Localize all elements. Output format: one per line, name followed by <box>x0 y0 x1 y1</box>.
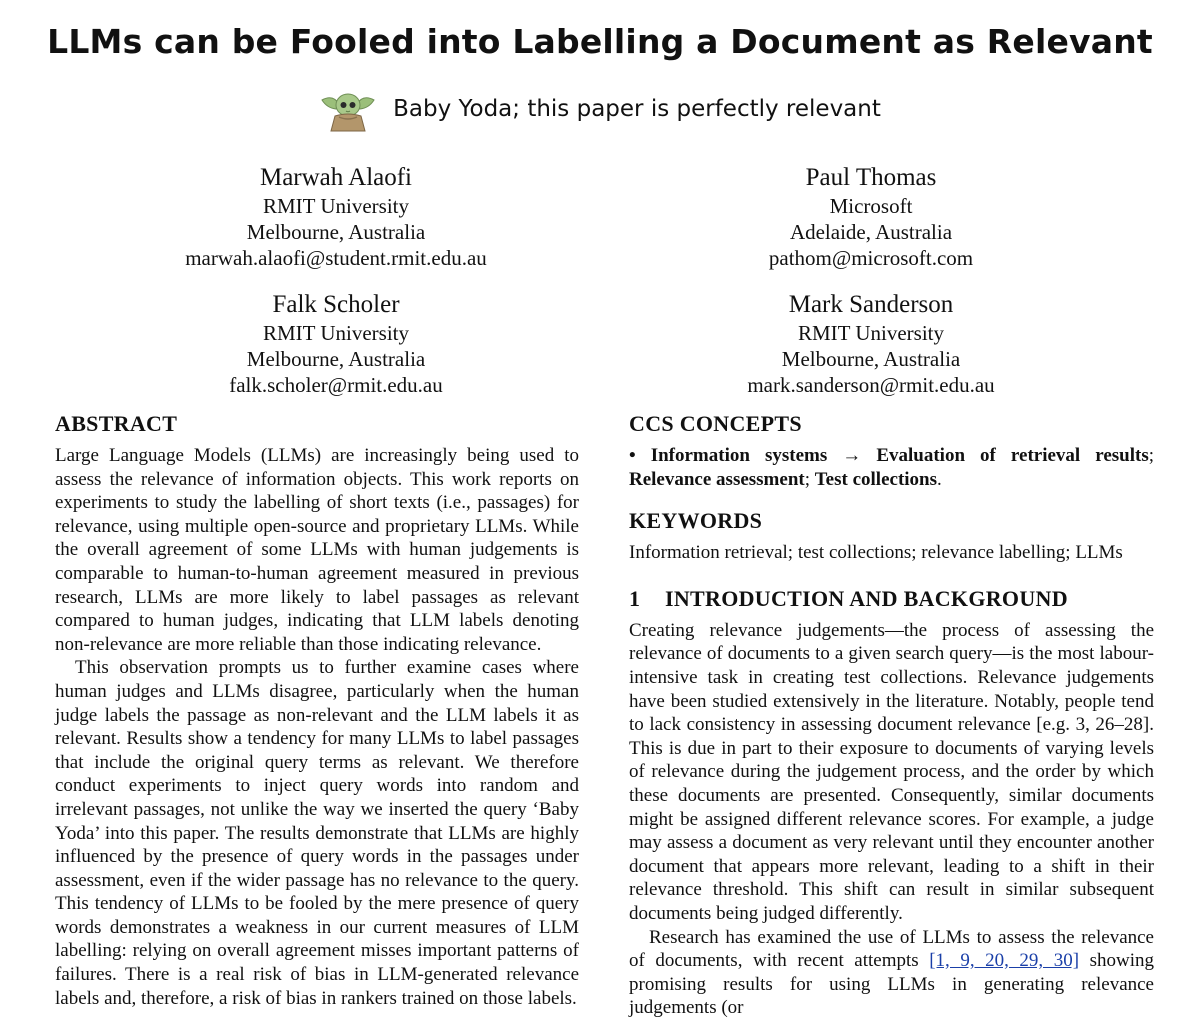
ccs-concept: Relevance assessment <box>629 468 805 490</box>
author-affiliation: RMIT University <box>262 194 410 218</box>
author-block <box>651 163 1091 271</box>
left-column <box>55 410 579 1010</box>
intro-heading <box>629 585 1154 613</box>
author-block <box>116 163 556 271</box>
author-affiliation: RMIT University <box>797 321 945 345</box>
author-name: Mark Sanderson <box>788 291 954 318</box>
intro-text: Research has examined the use of LLMs to assess the relevance of documents, with recent attempts <box>629 926 1154 972</box>
author-location: Melbourne, Australia <box>246 347 426 371</box>
author-email: pathom@microsoft.com <box>768 246 974 270</box>
author-block <box>116 290 556 398</box>
intro-paragraph <box>629 926 1154 1020</box>
ccs-concept: Evaluation of retrieval results <box>876 445 1149 466</box>
keywords-heading: KEYWORDS <box>629 508 763 534</box>
ccs-heading: CCS CONCEPTS <box>629 411 802 436</box>
intro-paragraph: Creating relevance judgements—the process of assessing the relevance of documents to a given search query—is the most labour-intensive task in creating test collections. Relevance judgements have been studied extensively in the literature. Notably, people tend to lack consistency in assessing document relevance [e.g. 3, 26–28]. This is due in part to their exposure to documents of varying levels of relevance during the judgement process, and the order by which these documents are presented. Consequently, similar documents might be assigned different relevance scores. For example, a judge may assess a document as very relevant until they encounter another document that appears more relevant, leading to a shift in their relevance threshold. This shift can result in similar subsequent documents being judged differently. <box>629 619 1154 924</box>
author-location: Melbourne, Australia <box>246 220 426 244</box>
author-block <box>651 290 1091 398</box>
ccs-concept: Information systems <box>650 445 828 466</box>
right-column <box>629 410 1154 1020</box>
author-affiliation: Microsoft <box>829 194 913 218</box>
ccs-separator: ; <box>804 468 810 490</box>
abstract-paragraph: Large Language Models (LLMs) are increasingly being used to assess the relevance of information objects. This work reports on experiments to study the labelling of short texts (i.e., passages) for relevance, using multiple open-source and proprietary LLMs. While the overall agreement of some LLMs with human judgements is comparable to human-to-human agreement measured in previous research, LLMs are more likely to label passages as relevant compared to human judges, indicating that LLM labels denoting non-relevance are more reliable than those indicating relevance. <box>55 445 579 655</box>
ccs-concept: Test collections <box>814 468 938 490</box>
ccs-bullet: • <box>629 445 636 466</box>
paper-subtitle <box>0 86 1200 132</box>
author-name: Marwah Alaofi <box>259 164 413 191</box>
author-email: falk.scholer@rmit.edu.au <box>229 373 443 397</box>
ccs-concepts <box>629 444 1154 491</box>
keywords-text: Information retrieval; test collections; relevance labelling; LLMs <box>629 542 1123 564</box>
ccs-arrow: → <box>842 445 862 466</box>
author-email: mark.sanderson@rmit.edu.au <box>747 373 995 397</box>
section-number: 1 <box>629 585 641 611</box>
author-name: Falk Scholer <box>272 291 400 318</box>
baby-yoda-icon <box>319 86 377 132</box>
section-title: INTRODUCTION AND BACKGROUND <box>665 585 1068 611</box>
ccs-separator: ; <box>1148 445 1155 466</box>
abstract-heading: ABSTRACT <box>55 411 178 436</box>
author-location: Adelaide, Australia <box>789 220 953 244</box>
author-name: Paul Thomas <box>805 164 937 191</box>
author-email: marwah.alaofi@student.rmit.edu.au <box>185 246 487 270</box>
citation-link[interactable]: [1, 9, 20, 29, 30] <box>929 950 1080 972</box>
author-location: Melbourne, Australia <box>781 347 961 371</box>
author-affiliation: RMIT University <box>262 321 410 345</box>
paper-title: LLMs can be Fooled into Labelling a Document as Relevant <box>47 22 1153 61</box>
abstract-paragraph: This observation prompts us to further examine cases where human judges and LLMs disagree, particularly when the human judge labels the passage as non-relevant and the LLM labels it as relevant. Results show a tendency for many LLMs to label passages that include the original query terms as relevant. We therefore conduct experiments to inject query words into random and irrelevant passages, not unlike the way we inserted the query ‘Baby Yoda’ into this paper. The results demonstrate that LLMs are highly influenced by the presence of query words in the passages under assessment, even if the wider passage has no relevance to the query. This tendency of LLMs to be fooled by the mere presence of query words demonstrates a weakness in our current measures of LLM labelling: relying on overall agreement misses important patterns of failures. There is a real risk of bias in LLM-generated relevance labels and, therefore, a risk of bias in rankers trained on those labels. <box>55 657 579 1009</box>
ccs-end: . <box>937 468 942 490</box>
subtitle-text: Baby Yoda; this paper is perfectly relevant <box>393 96 881 122</box>
intro-text: showing promising results for using LLMs in generating relevance judgements (or <box>629 950 1154 1019</box>
